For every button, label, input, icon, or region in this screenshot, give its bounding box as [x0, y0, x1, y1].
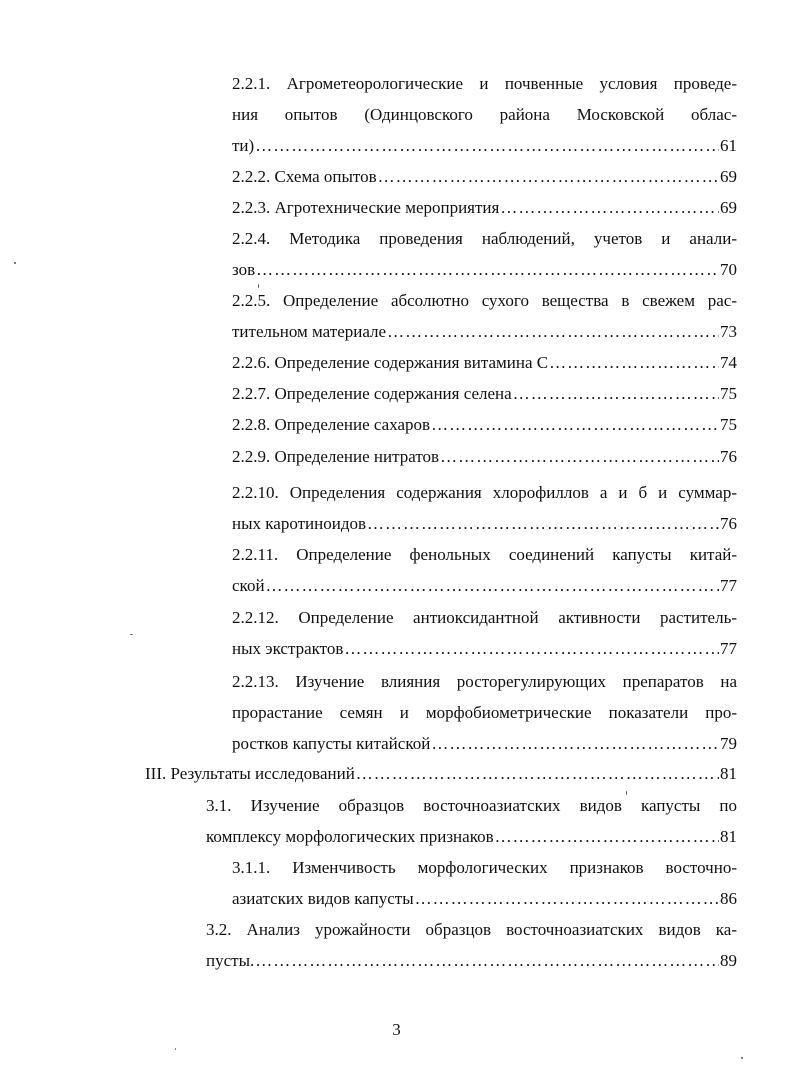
toc-page-number: 76	[720, 514, 737, 533]
toc-page-number: 77	[720, 639, 737, 658]
leader-dots	[387, 316, 719, 347]
toc-entry-3-1	[206, 790, 737, 852]
toc-entry-text: 2.2.6. Определение содержания витамина С	[232, 353, 549, 372]
toc-entry-text: 2.2.7. Определение содержания селена	[232, 384, 512, 403]
toc-page-number: 81	[720, 827, 737, 846]
toc-entry-text: 2.2.9. Определение нитратов	[232, 447, 440, 466]
leader-dots	[256, 254, 719, 285]
toc-page-number: 69	[720, 198, 737, 217]
toc-entry-text: ных каротиноидов	[232, 514, 366, 533]
leader-dots	[431, 728, 719, 759]
toc-entry-2-2-3	[232, 192, 737, 223]
toc-entry-3-1-1	[232, 852, 737, 914]
toc-entry-text: комплексу морфологических признаков	[206, 827, 494, 846]
toc-entry-text: 2.2.11. Определение фенольных соединений капусты китай-	[232, 545, 737, 564]
toc-entry-text: азиатских видов капусты	[232, 889, 414, 908]
leader-dots	[500, 192, 719, 223]
toc-entry-text: III. Результаты исследований	[145, 764, 355, 783]
toc-page-number: 73	[720, 322, 737, 341]
toc-chapter-3	[145, 758, 737, 789]
toc-entry-2-2-12	[232, 602, 737, 664]
toc-entry-2-2-11	[232, 539, 737, 601]
toc-entry-2-2-8	[232, 409, 737, 440]
toc-entry-text: 2.2.2. Схема опытов	[232, 167, 377, 186]
toc-entry-text: 3.1.1. Изменчивость морфологических признаков восточно-	[232, 858, 737, 877]
scan-speck	[741, 1057, 743, 1059]
toc-entry-text: 2.2.4. Методика проведения наблюдений, учетов и анали-	[232, 229, 737, 248]
leader-dots	[440, 441, 719, 472]
toc-page-number: 79	[720, 734, 737, 753]
toc-page-number: 61	[720, 136, 737, 155]
toc-entry-2-2-6	[232, 347, 737, 378]
leader-dots	[415, 883, 719, 914]
toc-entry-text: пусты.	[206, 951, 255, 970]
toc-entry-text: 3.1. Изучение образцов восточноазиатских видов капусты по	[206, 796, 737, 815]
toc-page-number: 76	[720, 447, 737, 466]
toc-entry-2-2-13	[232, 666, 737, 759]
toc-entry-2-2-9	[232, 441, 737, 472]
leader-dots	[495, 821, 719, 852]
toc-page-number: 70	[720, 260, 737, 279]
scan-speck	[626, 791, 627, 795]
toc-entry-text: тительном материале	[232, 322, 387, 341]
toc-entry-text: 2.2.1. Агрометеорологические и почвенные условия проведе-	[232, 74, 737, 93]
toc-entry-text: прорастание семян и морфобиометрические показатели про-	[232, 703, 737, 722]
page-number: 3	[392, 1020, 401, 1039]
toc-entry-2-2-2	[232, 161, 737, 192]
toc-entry-2-2-5	[232, 285, 737, 347]
leader-dots	[255, 945, 719, 976]
scan-speck	[14, 262, 16, 264]
toc-entry-2-2-7	[232, 378, 737, 409]
toc-entry-text: 3.2. Анализ урожайности образцов восточноазиатских видов ка-	[206, 920, 737, 939]
toc-entry-2-2-4	[232, 223, 737, 285]
leader-dots	[549, 347, 719, 378]
toc-entry-2-2-1	[232, 68, 737, 161]
leader-dots	[344, 633, 719, 664]
toc-entry-text: ных экстрактов	[232, 639, 344, 658]
toc-entry-text: 2.2.3. Агротехнические мероприятия	[232, 198, 500, 217]
toc-page-number: 69	[720, 167, 737, 186]
scan-speck	[175, 1048, 176, 1050]
scan-speck	[258, 284, 259, 288]
toc-page-number: 89	[720, 951, 737, 970]
toc-entry-text: ской	[232, 576, 265, 595]
scan-speck	[130, 634, 133, 635]
toc-entry-text: ния опытов (Одинцовского района Московской облас-	[232, 105, 737, 124]
leader-dots	[431, 409, 719, 440]
toc-page-number: 74	[720, 353, 737, 372]
leader-dots	[255, 130, 719, 161]
toc-page-number: 81	[720, 764, 737, 783]
toc-entry-text: зов	[232, 260, 256, 279]
toc-entry-text: 2.2.5. Определение абсолютно сухого вещества в свежем рас-	[232, 291, 737, 310]
toc-entry-3-2	[206, 914, 737, 976]
leader-dots	[356, 758, 719, 789]
toc-entry-text: 2.2.12. Определение антиоксидантной активности раститель-	[232, 608, 737, 627]
toc-page-number: 75	[720, 415, 737, 434]
toc-entry-text: ти)	[232, 136, 255, 155]
toc-entry-text: 2.2.13. Изучение влияния росторегулирующих препаратов на	[232, 672, 737, 691]
leader-dots	[367, 508, 719, 539]
leader-dots	[266, 570, 719, 601]
toc-page-number: 77	[720, 576, 737, 595]
toc-entry-text: ростков капусты китайской	[232, 734, 431, 753]
toc-page-number: 86	[720, 889, 737, 908]
toc-entry-text: 2.2.10. Определения содержания хлорофиллов а и б и суммар-	[232, 483, 737, 502]
leader-dots	[513, 378, 719, 409]
toc-page-number: 75	[720, 384, 737, 403]
leader-dots	[378, 161, 719, 192]
toc-entry-text: 2.2.8. Определение сахаров	[232, 415, 431, 434]
toc-entry-2-2-10	[232, 477, 737, 539]
